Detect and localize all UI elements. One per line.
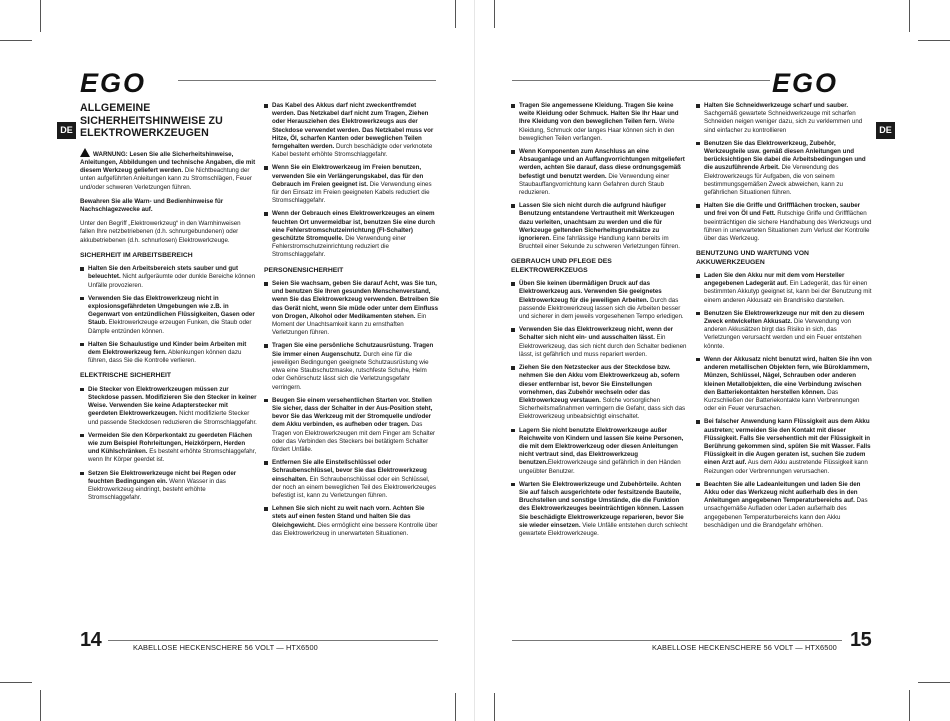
crop-mark [455, 0, 456, 28]
list-item: Verwenden Sie das Elektrowerkzeug nicht in explosionsgefährdeten Umgebungen wie z.B. in Gegenwart von entzündlichen Flüssigkeiten, Gasen oder Staub. Elektrowerkzeuge erzeugen Funken, die Staub oder Dämpfe entzünden können. [80, 295, 257, 336]
language-tab: DE [876, 122, 895, 139]
list-item: Halten Sie Schneidwerkzeuge scharf und sauber. Sachgemäß gewartete Schneidwerkzeuge mit scharfen Schneiden neigen weniger dazu, sich zu verklemmen und sind einfacher zu kontrollieren [696, 102, 873, 135]
list-item: Benutzen Sie Elektrowerkzeuge nur mit den zu diesem Zweck entwickelten Akkusatz. Die Verwendung von anderen Akkusätzen birgt das Risiko in sich, das Verletzungen verursacht werden und ein Feuer entstehen könnte. [696, 310, 873, 351]
right-column-2 [696, 102, 873, 535]
list-item: Wenn der Akkusatz nicht benutzt wird, halten Sie ihn von anderen metallischen Objekten fern, wie Büroklammern, Münzen, Schlüssel, Nägel, Schrauben oder anderen kleinen Metallobjekten, die eine Verbindung zwischen den Batteriekontakten herstellen können. Das Kurzschließen der Batteriekontakte kann Verbrennungen oder ein Feuer verursachen. [696, 356, 873, 413]
personal-list [264, 280, 440, 538]
section-heading: GEBRAUCH UND PFLEGE DES ELEKTROWERKZEUGS [511, 258, 612, 274]
header-rule [512, 80, 770, 81]
section-heading: BENUTZUNG UND WARTUNG VON AKKUWERKZEUGEN [696, 250, 809, 266]
language-tab: DE [57, 122, 76, 139]
crop-mark [909, 0, 910, 32]
list-item: Halten Sie die Griffe und Griffflächen trocken, sauber und frei von Öl und Fett. Rutschige Griffe und Griffflächen beeinträchtigen die sichere Handhabung des Werkzeugs und führen in unerwarteten Situationen zum Verlust der Kontrolle über das Werkzeug. [696, 202, 873, 243]
ego-logo: EGO [80, 68, 147, 98]
list-item: Das Kabel des Akkus darf nicht zweckentfremdet werden. Das Netzkabel darf nicht zum Tragen, Ziehen oder Herausziehen des Elektrowerkzeugs aus der Steckdose verwendet werden. Das Netzkabel muss vor Hitze, Öl, scharfen Kanten oder beweglichen Teilen ferngehalten werden. Durch beschädigte oder verknotete Kabel besteht erhöhte Stromschlaggefahr. [264, 102, 440, 159]
footer-rule [512, 640, 842, 641]
list-item: Halten Sie den Arbeitsbereich stets sauber und gut beleuchtet. Nicht aufgeräumte oder dunkle Bereiche können Unfälle provozieren. [80, 265, 257, 290]
crop-mark [494, 693, 495, 721]
list-item: Wenn Sie ein Elektrowerkzeug im Freien benutzen, verwenden Sie ein Verlängerungskabel, das für den Gebrauch im Freien geeignet ist. Die Verwendung eines für den Einsatz im Freien geeigneten Kabels reduziert die Stromschlaggefahr. [264, 164, 440, 205]
crop-mark [455, 693, 456, 721]
list-item: Die Stecker von Elektrowerkzeugen müssen zur Steckdose passen. Modifizieren Sie den Stecker in keiner Weise. Verwenden Sie keine Adapterstecker mit geerdeten Elektrowerkzeugen. Nicht modifizierte Stecker und passende Steckdosen reduzieren die Stromschlaggefahr. [80, 386, 257, 427]
right-column-1 [511, 102, 688, 543]
list-item: Warten Sie Elektrowerkzeuge und Zubehörteile. Achten Sie auf falsch ausgerichtete oder festsitzende Bauteile, Bruchstellen und sonstige Umstände, die die Funktion des Elektrowerkzeuges beeinträchtigen können. Lassen Sie beschädigte Elektrowerkzeuge reparieren, bevor Sie sie wieder einsetzen. Viele Unfälle entstehen durch schlecht gewartete Elektrowerkzeuge. [511, 481, 688, 538]
list-item: Beugen Sie einem versehentlichen Starten vor. Stellen Sie sicher, dass der Schalter in der Aus-Position steht, bevor Sie das Werkzeug mit der Stromquelle und/oder dem Akku verbinden, es aufheben oder tragen. Das Tragen von Elektrowerkzeugen mit dem Finger am Schalter oder das Verbinden des Steckers bei betätigtem Schalter fördert Unfälle. [264, 397, 440, 454]
header-rule [178, 80, 436, 81]
page-number: 14 [80, 629, 102, 651]
list-item: Seien Sie wachsam, geben Sie darauf Acht, was Sie tun, und benutzen Sie Ihren gesunden Menschenverstand, wenn Sie das Elektrowerkzeug verwenden. Betreiben Sie das Gerät nicht, wenn Sie müde oder unter dem Einfluss von Drogen, Alkohol oder Medikamenten stehen. Ein Moment der Unachtsamkeit kann zu ernsthaften Verletzungen führen. [264, 280, 440, 337]
list-item: Entfernen Sie alle Einstellschlüssel oder Schraubenschlüssel, bevor Sie das Elektrowerkzeug einschalten. Ein Schraubenschlüssel oder ein Schlüssel, der noch an einem beweglichen Teil des Elektrowerkzeuges befestigt ist, kann zu Verletzungen führen. [264, 459, 440, 500]
list-item: Lehnen Sie sich nicht zu weit nach vorn. Achten Sie stets auf einen festen Stand und halten Sie das Gleichgewicht. Dies ermöglicht eine bessere Kontrolle über das Elektrowerkzeug in unerwarteten Situationen. [264, 505, 440, 538]
use-care-list [511, 280, 688, 538]
crop-mark [40, 0, 41, 32]
crop-mark [0, 40, 32, 41]
crop-mark [0, 682, 32, 683]
list-item: Ziehen Sie den Netzstecker aus der Steckdose bzw. nehmen Sie den Akku vom Elektrowerkzeug ab, sofern dieser entfernbar ist, bevor Sie Einstellungen vornehmen, das Zubehör wechseln oder das Elektrowerkzeug verstauen. Solche vorsorglichen Sicherheitsmaßnahmen verringern die Gefahr, dass sich das Elektrowerkzeug unbeabsichtigt einschaltet. [511, 364, 688, 421]
section-heading: ELEKTRISCHE SICHERHEIT [80, 372, 172, 380]
crop-mark [494, 0, 495, 28]
list-item: Wenn Komponenten zum Anschluss an eine Absauganlage und an Auffangvorrichtungen mitgeliefert werden, achten Sie darauf, dass diese ordnungsgemäß befestigt und benutzt werden. Die Verwendung einer Staubauffangvorrichtung kann Gefahren durch Staub reduzieren. [511, 148, 688, 197]
crop-mark [918, 40, 950, 41]
list-item: Vermeiden Sie den Körperkontakt zu geerdeten Flächen wie zum Beispiel Rohrleitungen, Heizkörpern, Herden und Kühlschränken. Es besteht erhöhte Stromschlaggefahr, wenn Ihr Körper geerdet ist. [80, 432, 257, 465]
list-item: Setzen Sie Elektrowerkzeuge nicht bei Regen oder feuchten Bedingungen ein. Wenn Wasser in das Elektrowerkzeug eindringt, besteht erhöhte Stromschlaggefahr. [80, 470, 257, 503]
list-item: Laden Sie den Akku nur mit dem vom Hersteller angegebenen Ladegerät auf. Ein Ladegerät, das für einen bestimmten Akkutyp geeignet ist, kann bei der Benutzung mit einem anderen Akkusatz ein Brandrisiko darstellen. [696, 272, 873, 305]
keep-note: Bewahren Sie alle Warn- und Bedienhinweise für Nachschlagezwecke auf. [80, 197, 224, 213]
electric-list [80, 386, 257, 503]
list-item: Wenn der Gebrauch eines Elektrowerkzeuges an einem feuchten Ort unvermeidbar ist, benutzen Sie eine durch eine Fehlerstromschutzeinrichtung (FI-Schalter) geschützte Stromquelle. Die Verwendung einer Fehlerstromschutzeinrichtung reduziert die Stromschlaggefahr. [264, 210, 440, 259]
battery-list [696, 272, 873, 530]
section-heading: SICHERHEIT IM ARBEITSBEREICH [80, 251, 193, 259]
page-title: ALLGEMEINE SICHERHEITSHINWEISE ZU ELEKTROWERKZEUGEN [80, 102, 223, 140]
term-note: Unter den Begriff „Elektrowerkzeug“ in den Warnhinweisen fallen Ihre netzbetriebenen (d.h. schnurgebundenen) oder akkubetriebenen (d.h. schnurlosen) Elektrowerkzeuge. [80, 220, 241, 244]
page-fold [474, 0, 475, 721]
warning-icon [80, 148, 90, 157]
use-care-list-continued [696, 102, 873, 243]
list-item: Bei falscher Anwendung kann Flüssigkeit aus dem Akku austreten; vermeiden Sie den Kontakt mit dieser Flüssigkeit. Falls Sie versehentlich mit der Flüssigkeit in Berührung gekommen sind, spülen Sie mit Wasser. Falls Flüssigkeit in die Augen geraten ist, suchen Sie zudem einen Arzt auf. Aus dem Akku austretende Flüssigkeit kann Reizungen oder Verbrennungen verursachen. [696, 418, 873, 475]
page-number: 15 [850, 629, 872, 651]
footer-rule [108, 640, 438, 641]
list-item: Üben Sie keinen übermäßigen Druck auf das Elektrowerkzeug aus. Verwenden Sie geeignetes Elektrowerkzeug für die jeweiligen Arbeiten. Durch das passende Elektrowerkzeug lassen sich die Arbeiten besser und sicherer in dem jeweils vorgesehenen Tempo erledigen. [511, 280, 688, 321]
list-item: Tragen Sie eine persönliche Schutzausrüstung. Tragen Sie immer einen Augenschutz. Durch eine für die jeweiligen Bedingungen geeignete Schutzausrüstung wie etwa eine Staubschutzmaske, rutschfeste Schuhe, Helm oder Gehörschutz lässt sich die Verletzungsgefahr verringern. [264, 342, 440, 391]
electric-list-continued [264, 102, 440, 260]
list-item: Lassen Sie sich nicht durch die aufgrund häufiger Benutzung entstandene Vertrautheit mit Werkzeugen dazu verleiten, unachtsam zu werden und die für Werkzeuge geltenden Sicherheitsgrundsätze zu ignorieren. Eine fahrlässige Handlung kann bereits im Bruchteil einer Sekunde zu schweren Verletzungen führen. [511, 202, 688, 251]
list-item: Benutzen Sie das Elektrowerkzeug, Zubehör, Werkzeugteile usw. gemäß diesen Anleitungen und berücksichtigen Sie dabei die Arbeitsbedingungen und die auszuführende Arbeit. Die Verwendung des Elektrowerkzeugs für Aufgaben, die von seinem bestimmungsgemäßen Zweck abweichen, kann zu gefährlichen Situationen führen. [696, 140, 873, 197]
crop-mark [918, 682, 950, 683]
crop-mark [40, 690, 41, 721]
list-item: Lagern Sie nicht benutzte Elektrowerkzeuge außer Reichweite von Kindern und lassen Sie keine Personen, die mit dem Elektrowerkzeug oder diesen Anleitungen nicht vertraut sind, das Elektrowerkzeug benutzen.Elektrowerkzeuge sind gefährlich in den Händen ungeübter Benutzer. [511, 427, 688, 476]
list-item: Halten Sie Schaulustige und Kinder beim Arbeiten mit dem Elektrowerkzeug fern. Ablenkungen können dazu führen, dass Sie die Kontrolle verlieren. [80, 341, 257, 366]
left-column-1 [80, 102, 257, 508]
footer-title: KABELLOSE HECKENSCHERE 56 VOLT — HTX6500 [652, 643, 837, 652]
list-item: Beachten Sie alle Ladeanleitungen und laden Sie den Akku oder das Werkzeug nicht außerhalb des in den Anleitungen angegebenen Temperaturbereichs auf. Das unsachgemäße Aufladen oder Laden außerhalb des angegebenen Temperaturbereichs kann den Akku beschädigen und die Brandgefahr erhöhen. [696, 481, 873, 530]
left-column-2 [264, 102, 440, 543]
section-heading: PERSONENSICHERHEIT [264, 266, 344, 274]
personal-list-continued [511, 102, 688, 251]
workarea-list [80, 265, 257, 365]
warning-block: WARNUNG: Lesen Sie alle Sicherheitshinweise, Anleitungen, Abbildungen und technische Angaben, die mit diesem Werkzeug geliefert werden. Die Nichtbeachtung der unten aufgeführten Anleitungen kann zu Stromschlägen, Feuer und/oder schweren Verletzungen führen. [80, 148, 257, 192]
list-item: Verwenden Sie das Elektrowerkzeug nicht, wenn der Schalter sich nicht ein- und ausschalten lässt. Ein Elektrowerkzeug, das sich nicht durch den Schalter bedienen lässt, ist gefährlich und muss repariert werden. [511, 326, 688, 359]
list-item: Tragen Sie angemessene Kleidung. Tragen Sie keine weite Kleidung oder Schmuck. Halten Sie Ihr Haar und Ihre Kleidung von den beweglichen Teilen fern. Weite Kleidung, Schmuck oder langes Haar können sich in den beweglichen Teilen verfangen. [511, 102, 688, 143]
crop-mark [909, 690, 910, 721]
footer-title: KABELLOSE HECKENSCHERE 56 VOLT — HTX6500 [133, 643, 318, 652]
ego-logo: EGO [772, 68, 839, 98]
